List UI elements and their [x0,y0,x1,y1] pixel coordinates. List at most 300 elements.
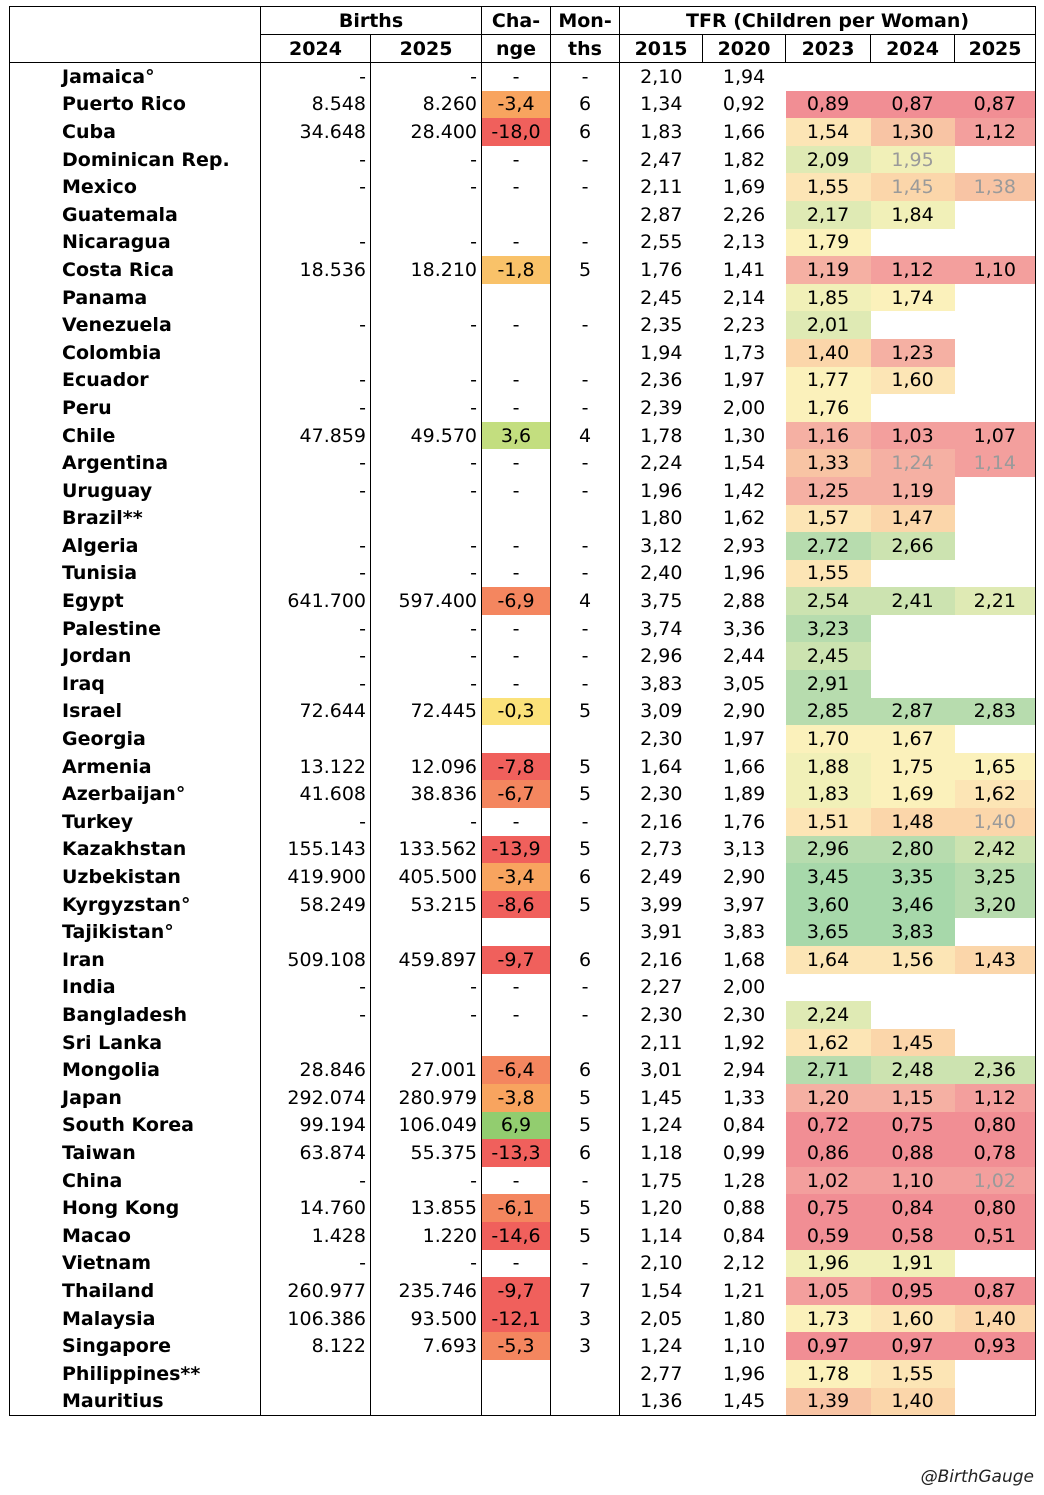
births-2025-cell: - [371,642,482,670]
births-2025-cell: 93.500 [371,1305,482,1333]
tfr-2024-cell: 1,03 [871,422,955,450]
births-2025-cell: 7.693 [371,1332,482,1360]
table-row [10,1194,1036,1222]
births-2025-cell: 27.001 [371,1056,482,1084]
tfr-2023-cell: 1,73 [786,1305,871,1333]
tfr-2020-cell: 1,28 [722,1169,766,1192]
tfr-2025-cell: 0,93 [955,1332,1036,1360]
births-2025-cell: - [371,367,482,395]
tfr-2025-cell: 1,38 [955,173,1036,201]
births-2024-cell: - [261,367,371,395]
births-2024-cell [261,725,371,753]
births-2025-cell [371,1360,482,1388]
tfr-2024-cell [871,974,955,1002]
tfr-year-2025: 2025 [955,35,1036,63]
tfr-2015-cell: 1,54 [620,1277,703,1305]
change-cell: - [482,615,551,643]
tfr-2015-cell: 1,64 [620,753,703,781]
months-cell: 6 [551,946,620,974]
tfr-2020-cell: 1,66 [722,755,766,778]
tfr-2024-cell: 1,47 [871,505,955,533]
tfr-2023-cell: 2,09 [786,146,871,174]
births-2025-cell: - [371,146,482,174]
tfr-2020-cell: 1,97 [722,369,766,392]
country-cell: Taiwan [10,1139,261,1167]
tfr-2020-cell: 0,88 [722,1197,766,1220]
change-cell: -0,3 [482,698,551,726]
births-2024-cell: - [261,311,371,339]
tfr-2015-cell: 2,30 [620,1001,703,1029]
tfr-2023-cell: 1,55 [786,173,871,201]
change-cell: - [482,1001,551,1029]
country-cell: Jamaica° [10,63,261,91]
tfr-2025-cell [955,560,1036,588]
tfr-2025-cell: 1,40 [955,1305,1036,1333]
births-2025-cell: 28.400 [371,118,482,146]
table-row [10,1001,1036,1029]
table-row [10,918,1036,946]
births-2024-cell [261,339,371,367]
tfr-2020-cell: 1,94 [722,65,766,88]
country-cell: Costa Rica [10,256,261,284]
tfr-2025-cell [955,918,1036,946]
tfr-2020-cell: 2,90 [722,700,766,723]
tfr-2023-cell: 1,19 [786,256,871,284]
tfr-2025-cell: 2,83 [955,698,1036,726]
country-cell: Colombia [10,339,261,367]
table-row [10,1332,1036,1360]
country-cell: China [10,1167,261,1195]
tfr-2020-cell: 2,30 [722,1003,766,1026]
tfr-2020-cell: 1,82 [722,148,766,171]
tfr-2024-cell: 2,87 [871,698,955,726]
table-row [10,394,1036,422]
tfr-2015-cell: 3,09 [620,698,703,726]
births-2024-cell: - [261,477,371,505]
tfr-2025-cell [955,1029,1036,1057]
table-row [10,449,1036,477]
births-2024-cell: 18.536 [261,256,371,284]
months-cell: 5 [551,1194,620,1222]
months-cell: - [551,477,620,505]
tfr-2015-cell: 2,55 [620,229,703,257]
tfr-2024-cell: 2,66 [871,532,955,560]
table-row [10,1222,1036,1250]
change-header-bottom: nge [482,35,551,63]
tfr-2020-cell: 1,80 [722,1307,766,1330]
country-cell: Mexico [10,173,261,201]
tfr-2015-cell: 2,16 [620,808,703,836]
birth-data-table [9,6,1036,1416]
tfr-2015-cell: 2,16 [620,946,703,974]
tfr-2020-cell: 2,90 [722,866,766,889]
births-2024-cell: 8.122 [261,1332,371,1360]
tfr-2023-cell: 3,23 [786,615,871,643]
births-2025-cell: - [371,670,482,698]
tfr-2024-cell: 1,23 [871,339,955,367]
births-2025-cell: 459.897 [371,946,482,974]
tfr-2024-cell: 0,58 [871,1222,955,1250]
tfr-2023-cell: 1,88 [786,753,871,781]
table-row [10,1388,1036,1416]
tfr-2020-cell: 1,62 [722,507,766,530]
tfr-2024-cell [871,229,955,257]
table-row [10,780,1036,808]
months-cell: - [551,615,620,643]
change-cell: -6,7 [482,780,551,808]
country-cell: Sri Lanka [10,1029,261,1057]
table-row [10,1139,1036,1167]
births-2025-cell: 1.220 [371,1222,482,1250]
births-2025-cell: - [371,394,482,422]
tfr-2015-cell: 1,45 [620,1084,703,1112]
tfr-2025-cell: 0,87 [955,1277,1036,1305]
births-2025-cell: 133.562 [371,836,482,864]
tfr-2023-cell: 1,57 [786,505,871,533]
tfr-header: TFR (Children per Woman) [620,7,1036,35]
tfr-2024-cell: 1,30 [871,118,955,146]
tfr-2015-cell: 1,83 [620,118,703,146]
births-2024-cell: - [261,808,371,836]
tfr-2025-cell: 1,07 [955,422,1036,450]
tfr-2025-cell [955,394,1036,422]
change-cell: -9,7 [482,946,551,974]
tfr-2023-cell: 1,64 [786,946,871,974]
change-cell: -12,1 [482,1305,551,1333]
tfr-2023-cell: 0,75 [786,1194,871,1222]
tfr-2023-cell: 1,54 [786,118,871,146]
tfr-year-2023: 2023 [786,35,871,63]
months-cell: 3 [551,1332,620,1360]
change-cell: - [482,449,551,477]
tfr-2020-cell: 2,94 [722,1059,766,1082]
country-cell: Argentina [10,449,261,477]
tfr-2020-cell: 2,00 [722,976,766,999]
table-row [10,1056,1036,1084]
tfr-2015-cell: 3,74 [620,615,703,643]
tfr-2020-cell: 1,92 [722,1031,766,1054]
country-cell: Nicaragua [10,229,261,257]
tfr-year-2020: 2020 [703,35,786,63]
tfr-2024-cell [871,394,955,422]
table-row [10,91,1036,119]
tfr-2024-cell: 0,97 [871,1332,955,1360]
tfr-2023-cell: 1,40 [786,339,871,367]
tfr-2025-cell: 1,02 [955,1167,1036,1195]
births-2024-cell: 8.548 [261,91,371,119]
table-row [10,118,1036,146]
tfr-2025-cell [955,311,1036,339]
tfr-2025-cell: 1,40 [955,808,1036,836]
months-cell: 6 [551,1139,620,1167]
births-2025-cell: - [371,477,482,505]
tfr-2023-cell [786,63,871,91]
tfr-2020-cell: 1,45 [703,1388,786,1416]
table-row [10,146,1036,174]
births-2025-cell [371,505,482,533]
months-cell [551,201,620,229]
births-2024-cell: - [261,173,371,201]
births-2024-cell: 509.108 [261,946,371,974]
births-2024-cell: - [261,449,371,477]
table-row [10,477,1036,505]
change-cell [482,1388,551,1416]
country-cell: Israel [10,698,261,726]
births-2024-cell [261,505,371,533]
births-2024-cell: 14.760 [261,1194,371,1222]
tfr-2024-cell: 1,69 [871,780,955,808]
tfr-2023-cell: 1,85 [786,284,871,312]
tfr-year-2015: 2015 [620,35,703,63]
table-row [10,725,1036,753]
country-cell: Azerbaijan° [10,780,261,808]
tfr-2020-cell: 2,26 [722,203,766,226]
tfr-2025-cell: 1,12 [955,118,1036,146]
months-cell: 5 [551,1112,620,1140]
births-2025-cell: - [371,229,482,257]
tfr-2025-cell [955,146,1036,174]
table-row [10,670,1036,698]
tfr-2025-cell [955,532,1036,560]
tfr-2015-cell: 1,75 [620,1167,703,1195]
months-cell: - [551,808,620,836]
tfr-2024-cell: 1,15 [871,1084,955,1112]
tfr-2024-cell: 1,40 [871,1388,955,1416]
months-cell: - [551,974,620,1002]
months-cell: 6 [551,1056,620,1084]
tfr-2023-cell: 3,65 [786,918,871,946]
tfr-2015-cell: 2,73 [620,836,703,864]
change-cell: - [482,173,551,201]
tfr-2020-cell: 2,14 [722,286,766,309]
tfr-2020-cell: 1,66 [722,120,766,143]
country-cell: Uruguay [10,477,261,505]
country-cell: Macao [10,1222,261,1250]
months-cell: - [551,311,620,339]
births-2025-cell: 53.215 [371,891,482,919]
tfr-2023-cell: 1,33 [786,449,871,477]
births-2024-cell: - [261,670,371,698]
tfr-2015-cell: 1,34 [620,91,703,119]
country-cell: India [10,974,261,1002]
tfr-2025-cell [955,1001,1036,1029]
months-cell: 5 [551,1084,620,1112]
tfr-2024-cell: 1,19 [871,477,955,505]
births-2024-cell: 155.143 [261,836,371,864]
tfr-2015-cell: 2,40 [620,560,703,588]
country-cell: Malaysia [10,1305,261,1333]
tfr-2025-cell [955,367,1036,395]
tfr-2025-cell: 0,51 [955,1222,1036,1250]
tfr-2024-cell: 0,84 [871,1194,955,1222]
births-2024-cell [261,284,371,312]
months-cell: 7 [551,1277,620,1305]
births-2024-cell: 63.874 [261,1139,371,1167]
tfr-2015-cell: 2,39 [620,394,703,422]
births-2025-cell: - [371,1001,482,1029]
tfr-2015-cell: 1,20 [620,1194,703,1222]
change-cell: -8,6 [482,891,551,919]
tfr-2023-cell: 0,97 [786,1332,871,1360]
country-cell: Iran [10,946,261,974]
table-row [10,587,1036,615]
births-2025-cell: - [371,311,482,339]
change-cell: - [482,670,551,698]
months-cell: 5 [551,891,620,919]
country-cell: Palestine [10,615,261,643]
country-cell: Algeria [10,532,261,560]
months-cell: 4 [551,422,620,450]
tfr-2023-cell: 2,96 [786,836,871,864]
months-cell: - [551,670,620,698]
table-row [10,201,1036,229]
tfr-2020-cell: 1,96 [722,562,766,585]
tfr-2015-cell: 2,77 [620,1360,703,1388]
tfr-2024-cell [871,1001,955,1029]
births-year-2025: 2025 [371,35,482,63]
months-cell: - [551,1001,620,1029]
change-cell: 3,6 [482,422,551,450]
tfr-2015-cell: 2,11 [620,173,703,201]
months-cell: - [551,532,620,560]
table-row [10,1029,1036,1057]
country-cell: Mongolia [10,1056,261,1084]
births-2025-cell: 597.400 [371,587,482,615]
country-header [10,7,261,63]
tfr-2015-cell: 2,45 [620,284,703,312]
country-cell: Chile [10,422,261,450]
table-row [10,946,1036,974]
country-cell: Venezuela [10,311,261,339]
tfr-2015-cell: 2,36 [620,367,703,395]
country-cell: Thailand [10,1277,261,1305]
tfr-2020-cell: 1,42 [722,479,766,502]
months-cell [551,284,620,312]
table-body [10,63,1036,1416]
births-2025-cell [371,201,482,229]
table-row [10,836,1036,864]
births-2024-cell: - [261,63,371,91]
table-row [10,891,1036,919]
births-2024-cell: - [261,1250,371,1278]
change-cell: - [482,394,551,422]
change-cell: - [482,560,551,588]
country-cell: Kazakhstan [10,836,261,864]
tfr-2023-cell [786,974,871,1002]
country-cell: Japan [10,1084,261,1112]
country-cell: Uzbekistan [10,863,261,891]
tfr-2023-cell: 1,39 [786,1388,871,1416]
change-cell [482,284,551,312]
tfr-2020-cell: 2,44 [722,645,766,668]
tfr-2020-cell: 1,96 [722,1362,766,1385]
births-2025-cell: 38.836 [371,780,482,808]
tfr-2025-cell [955,1250,1036,1278]
months-cell: 6 [551,863,620,891]
change-cell: - [482,1250,551,1278]
tfr-2024-cell: 1,84 [871,201,955,229]
tfr-2015-cell: 1,24 [620,1112,703,1140]
tfr-2020-cell: 2,13 [722,231,766,254]
tfr-2015-cell: 2,96 [620,642,703,670]
tfr-2024-cell [871,63,955,91]
months-cell [551,339,620,367]
births-2024-cell: 641.700 [261,587,371,615]
tfr-2025-cell [955,642,1036,670]
tfr-2015-cell: 1,18 [620,1139,703,1167]
births-year-2024: 2024 [261,35,371,63]
tfr-2020-cell: 1,54 [722,452,766,475]
tfr-2025-cell: 1,62 [955,780,1036,808]
births-2025-cell [371,725,482,753]
tfr-2024-cell [871,642,955,670]
tfr-2023-cell: 2,45 [786,642,871,670]
births-header: Births [261,7,482,35]
tfr-2023-cell: 2,24 [786,1001,871,1029]
change-cell: - [482,1167,551,1195]
tfr-2024-cell: 1,45 [871,173,955,201]
births-2025-cell: 12.096 [371,753,482,781]
change-cell [482,1029,551,1057]
months-cell: - [551,173,620,201]
change-cell: -6,9 [482,587,551,615]
tfr-2015-cell: 1,96 [620,477,703,505]
months-header-top: Mon- [551,7,620,35]
country-cell: Cuba [10,118,261,146]
births-2024-cell: 419.900 [261,863,371,891]
table-row [10,642,1036,670]
tfr-2024-cell: 0,95 [871,1277,955,1305]
tfr-2024-cell: 3,35 [871,863,955,891]
months-cell: 6 [551,118,620,146]
tfr-2020-cell: 0,92 [722,93,766,116]
tfr-2023-cell: 3,45 [786,863,871,891]
births-2025-cell [371,918,482,946]
births-2024-cell: 292.074 [261,1084,371,1112]
tfr-2025-cell: 1,14 [955,449,1036,477]
tfr-2023-cell: 2,17 [786,201,871,229]
country-cell: Iraq [10,670,261,698]
table-row [10,367,1036,395]
tfr-2025-cell: 1,10 [955,256,1036,284]
tfr-2023-cell: 2,01 [786,311,871,339]
tfr-2025-cell [955,1360,1036,1388]
tfr-2025-cell: 0,80 [955,1194,1036,1222]
tfr-2024-cell: 3,83 [871,918,955,946]
tfr-2020-cell: 3,83 [722,921,766,944]
country-cell: Philippines** [10,1360,261,1388]
tfr-2024-cell [871,670,955,698]
tfr-2020-cell: 1,10 [722,1335,766,1358]
change-cell: - [482,367,551,395]
change-cell [482,339,551,367]
country-cell: Egypt [10,587,261,615]
tfr-2015-cell: 2,27 [620,974,703,1002]
tfr-2020-cell: 1,68 [722,948,766,971]
tfr-year-2024: 2024 [871,35,955,63]
tfr-2015-cell: 1,94 [620,339,703,367]
table-row [10,422,1036,450]
months-cell [551,725,620,753]
tfr-2025-cell: 1,65 [955,753,1036,781]
tfr-2020-cell: 3,97 [722,893,766,916]
tfr-2024-cell: 1,74 [871,284,955,312]
months-cell: - [551,642,620,670]
births-2024-cell: 34.648 [261,118,371,146]
tfr-2015-cell: 1,14 [620,1222,703,1250]
tfr-2025-cell [955,63,1036,91]
births-2024-cell: - [261,642,371,670]
